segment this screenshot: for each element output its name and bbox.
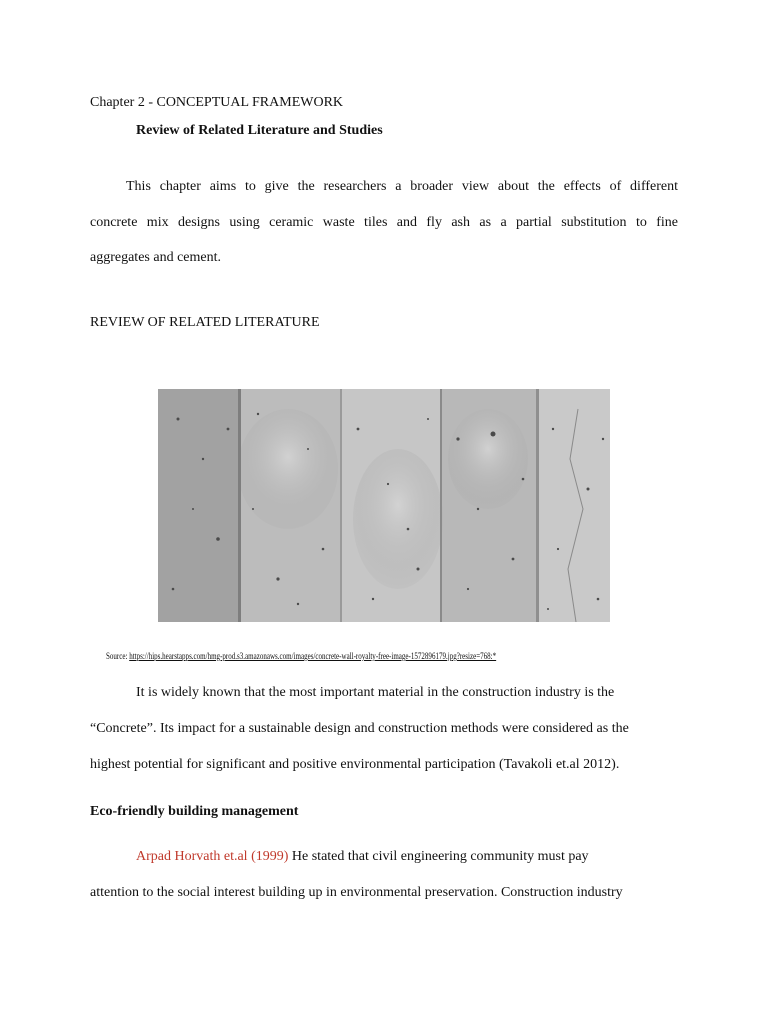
caption-source-link[interactable]: https://hips.hearstapps.com/hmg-prod.s3.amazonaws.com/images/concrete-wall-royalty-free-image-1572896179.jpg?resize=768:* — [129, 651, 497, 661]
image-caption — [106, 651, 496, 662]
intro-line-1: This chapter aims to give the researchers a broader view about the effects of different — [126, 179, 678, 194]
chapter-title: Chapter 2 - CONCEPTUAL FRAMEWORK — [90, 95, 344, 110]
subheading-eco-friendly: Eco-friendly building management — [90, 804, 299, 819]
reference-citation[interactable]: Arpad Horvath et.al (1999) — [136, 849, 289, 864]
intro-line-3: aggregates and cement. — [90, 250, 221, 265]
paragraph3-line-1-rest: He stated that civil engineering community must pay — [288, 849, 589, 864]
intro-line-2: concrete mix designs using ceramic waste tiles and fly ash as a partial substitution to fine — [90, 215, 678, 230]
caption-label: Source: — [106, 651, 130, 661]
section-heading: REVIEW OF RELATED LITERATURE — [90, 315, 320, 330]
paragraph2-line-2: “Concrete”. Its impact for a sustainable design and construction methods were considered as the — [90, 721, 629, 736]
concrete-wall-photo — [158, 389, 610, 622]
paragraph3-line-2: attention to the social interest building up in environmental preservation. Construction industry — [90, 885, 623, 900]
paragraph2-line-3: highest potential for significant and positive environmental participation (Tavakoli et.al 2012). — [90, 757, 620, 772]
paragraph3-line-1 — [136, 848, 589, 866]
chapter-subtitle: Review of Related Literature and Studies — [136, 123, 383, 138]
paragraph2-line-1: It is widely known that the most important material in the construction industry is the — [136, 685, 615, 700]
